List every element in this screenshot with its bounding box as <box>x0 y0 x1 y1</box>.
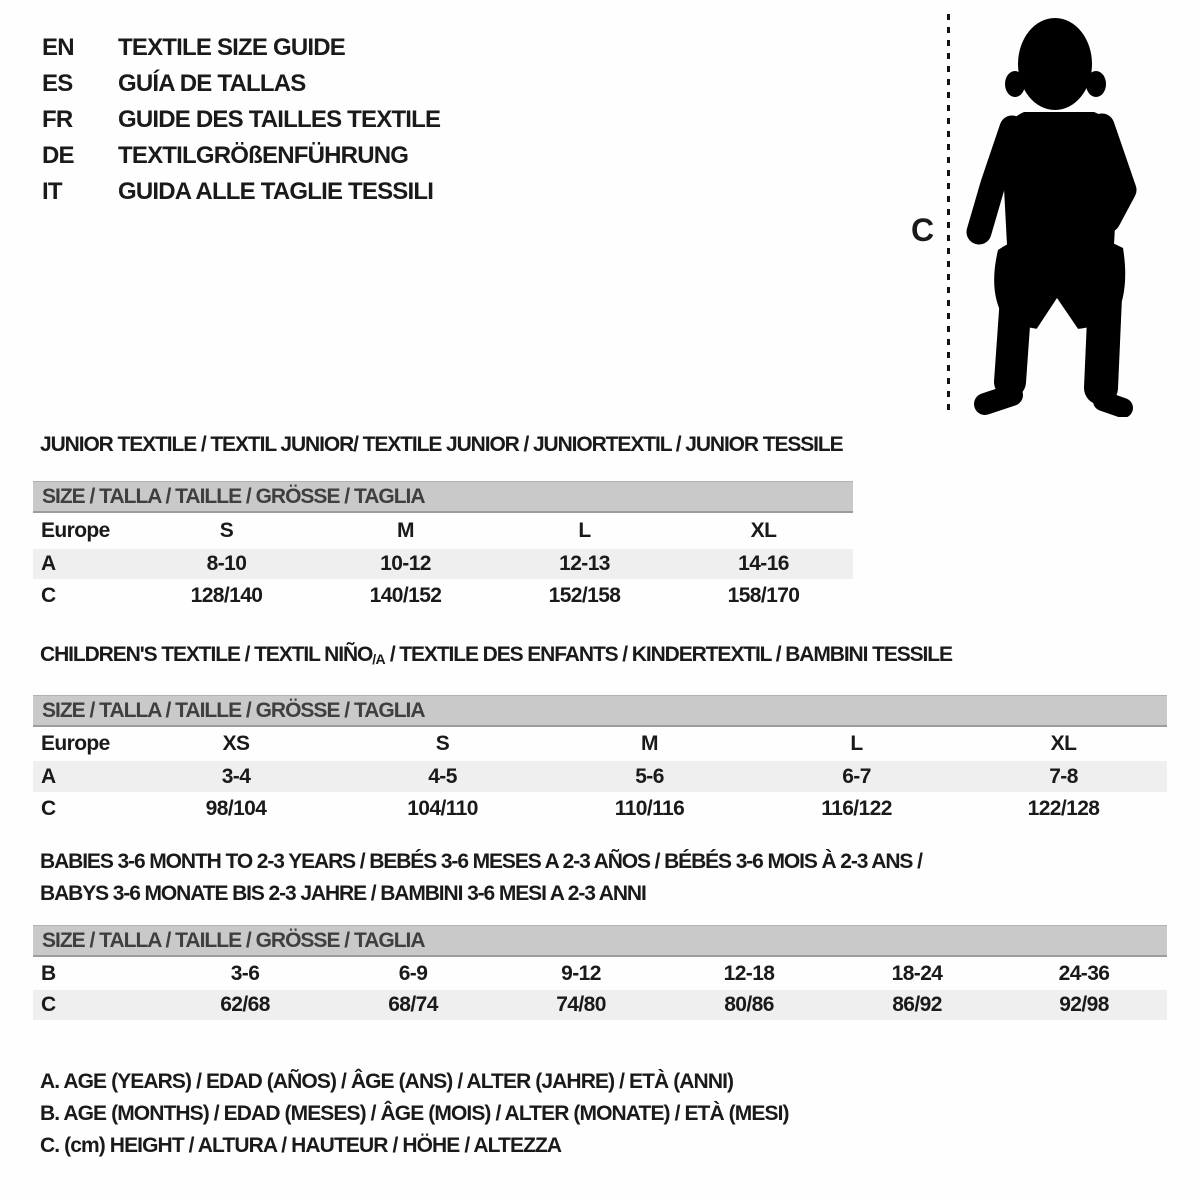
table-row-age <box>33 761 1167 792</box>
size-cell: S <box>435 732 450 755</box>
size-cell: M <box>397 519 414 542</box>
height-cell: 110/116 <box>614 796 685 820</box>
months-cell: 24-36 <box>1058 961 1110 985</box>
height-cell: 92/98 <box>1059 993 1109 1016</box>
lang-title: TEXTILGRÖßENFÜHRUNG <box>118 142 409 169</box>
age-cell: 8-10 <box>206 552 247 575</box>
age-cell: 12-13 <box>559 552 610 575</box>
legend-line-c: C. (cm) HEIGHT / ALTURA / HAUTEUR / HÖHE / ALTEZZA <box>40 1134 562 1157</box>
row-label: Europe <box>41 519 110 542</box>
table-row-height <box>33 579 853 613</box>
row-label: C <box>41 796 56 820</box>
height-cell: 74/80 <box>556 993 606 1016</box>
height-figure <box>0 0 1200 430</box>
table-row-height <box>33 990 1167 1020</box>
babies-title-line2: BABYS 3-6 MONATE BIS 2-3 JAHRE / BAMBINI 3-6 MESI A 2-3 ANNI <box>40 882 646 905</box>
lang-title: GUÍA DE TALLAS <box>118 70 306 97</box>
size-cell: M <box>641 732 658 755</box>
height-cell: 158/170 <box>727 584 800 607</box>
lang-code: ES <box>42 70 73 97</box>
table-row-age <box>33 549 853 579</box>
table-row-months <box>33 957 1167 990</box>
height-measure-label: C <box>911 212 934 248</box>
height-cell: 104/110 <box>407 796 478 820</box>
table-row-europe <box>33 727 1167 761</box>
height-cell: 68/74 <box>388 993 438 1016</box>
height-cell: 98/104 <box>205 796 267 820</box>
row-label: C <box>41 584 56 607</box>
table-row-height <box>33 792 1167 825</box>
size-cell: XL <box>1050 732 1077 755</box>
toddler-silhouette-image <box>962 12 1142 417</box>
junior-size-header-bar <box>33 481 853 513</box>
row-label: Europe <box>41 732 110 755</box>
height-cell: 86/92 <box>892 993 942 1016</box>
height-cell: 128/140 <box>190 584 263 607</box>
size-cell: L <box>850 732 863 755</box>
age-cell: 3-4 <box>221 764 251 788</box>
lang-code: DE <box>42 142 74 169</box>
height-cell: 62/68 <box>220 993 270 1016</box>
lang-title: GUIDA ALLE TAGLIE TESSILI <box>118 178 434 205</box>
size-cell: L <box>578 519 591 542</box>
row-label: A <box>41 552 56 575</box>
height-cell: 80/86 <box>724 993 774 1016</box>
children-size-table <box>33 727 1167 825</box>
months-cell: 3-6 <box>230 961 260 985</box>
size-header-text: SIZE / TALLA / TAILLE / GRÖSSE / TAGLIA <box>42 485 425 508</box>
months-cell: 9-12 <box>561 961 601 985</box>
size-cell: S <box>219 519 234 542</box>
months-cell: 6-9 <box>398 961 428 985</box>
children-size-header-bar <box>33 695 1167 727</box>
babies-textile-section <box>33 846 1167 1020</box>
age-cell: 4-5 <box>428 764 457 788</box>
junior-textile-section <box>33 433 853 613</box>
months-cell: 18-24 <box>891 961 943 985</box>
children-title-subscript: /A <box>372 651 386 667</box>
table-row-europe <box>33 513 853 549</box>
legend-line-b: B. AGE (MONTHS) / EDAD (MESES) / ÂGE (MOIS) / ALTER (MONATE) / ETÀ (MESI) <box>40 1102 789 1125</box>
height-cell: 122/128 <box>1027 796 1100 820</box>
months-cell: 12-18 <box>723 961 775 985</box>
children-textile-section <box>33 643 1167 825</box>
babies-title-line1: BABIES 3-6 MONTH TO 2-3 YEARS / BEBÉS 3-6 MESES A 2-3 AÑOS / BÉBÉS 3-6 MOIS À 2-3 ANS / <box>40 850 922 873</box>
lang-title: GUIDE DES TAILLES TEXTILE <box>118 106 441 133</box>
height-cell: 116/122 <box>821 796 892 820</box>
height-dashed-line <box>947 14 950 415</box>
babies-size-table <box>33 957 1167 1020</box>
junior-section-title: JUNIOR TEXTILE / TEXTIL JUNIOR/ TEXTILE JUNIOR / JUNIORTEXTIL / JUNIOR TESSILE <box>40 433 843 456</box>
children-title-suffix: / TEXTILE DES ENFANTS / KINDERTEXTIL / BAMBINI TESSILE <box>385 643 952 666</box>
babies-size-header-bar <box>33 925 1167 957</box>
lang-code: EN <box>42 34 74 61</box>
lang-code: IT <box>42 178 62 205</box>
size-cell: XL <box>750 519 777 542</box>
measure-legend <box>40 1066 789 1162</box>
size-header-text: SIZE / TALLA / TAILLE / GRÖSSE / TAGLIA <box>42 929 425 952</box>
age-cell: 10-12 <box>380 552 431 575</box>
age-cell: 5-6 <box>635 764 664 788</box>
row-label: A <box>41 764 56 788</box>
lang-title: TEXTILE SIZE GUIDE <box>118 34 345 61</box>
height-cell: 152/158 <box>548 584 621 607</box>
size-cell: XS <box>222 732 250 755</box>
row-label: C <box>41 993 56 1016</box>
babies-section-title <box>40 846 1167 910</box>
children-section-title <box>40 643 1167 671</box>
age-cell: 14-16 <box>738 552 789 575</box>
junior-size-table <box>33 513 853 613</box>
legend-line-a: A. AGE (YEARS) / EDAD (AÑOS) / ÂGE (ANS) / ALTER (JAHRE) / ETÀ (ANNI) <box>40 1070 734 1093</box>
row-label: B <box>41 961 56 985</box>
height-cell: 140/152 <box>369 584 442 607</box>
age-cell: 7-8 <box>1049 764 1078 788</box>
age-cell: 6-7 <box>842 764 871 788</box>
children-title-prefix: CHILDREN'S TEXTILE / TEXTIL NIÑO <box>40 643 373 666</box>
size-header-text: SIZE / TALLA / TAILLE / GRÖSSE / TAGLIA <box>42 699 425 722</box>
lang-code: FR <box>42 106 73 133</box>
